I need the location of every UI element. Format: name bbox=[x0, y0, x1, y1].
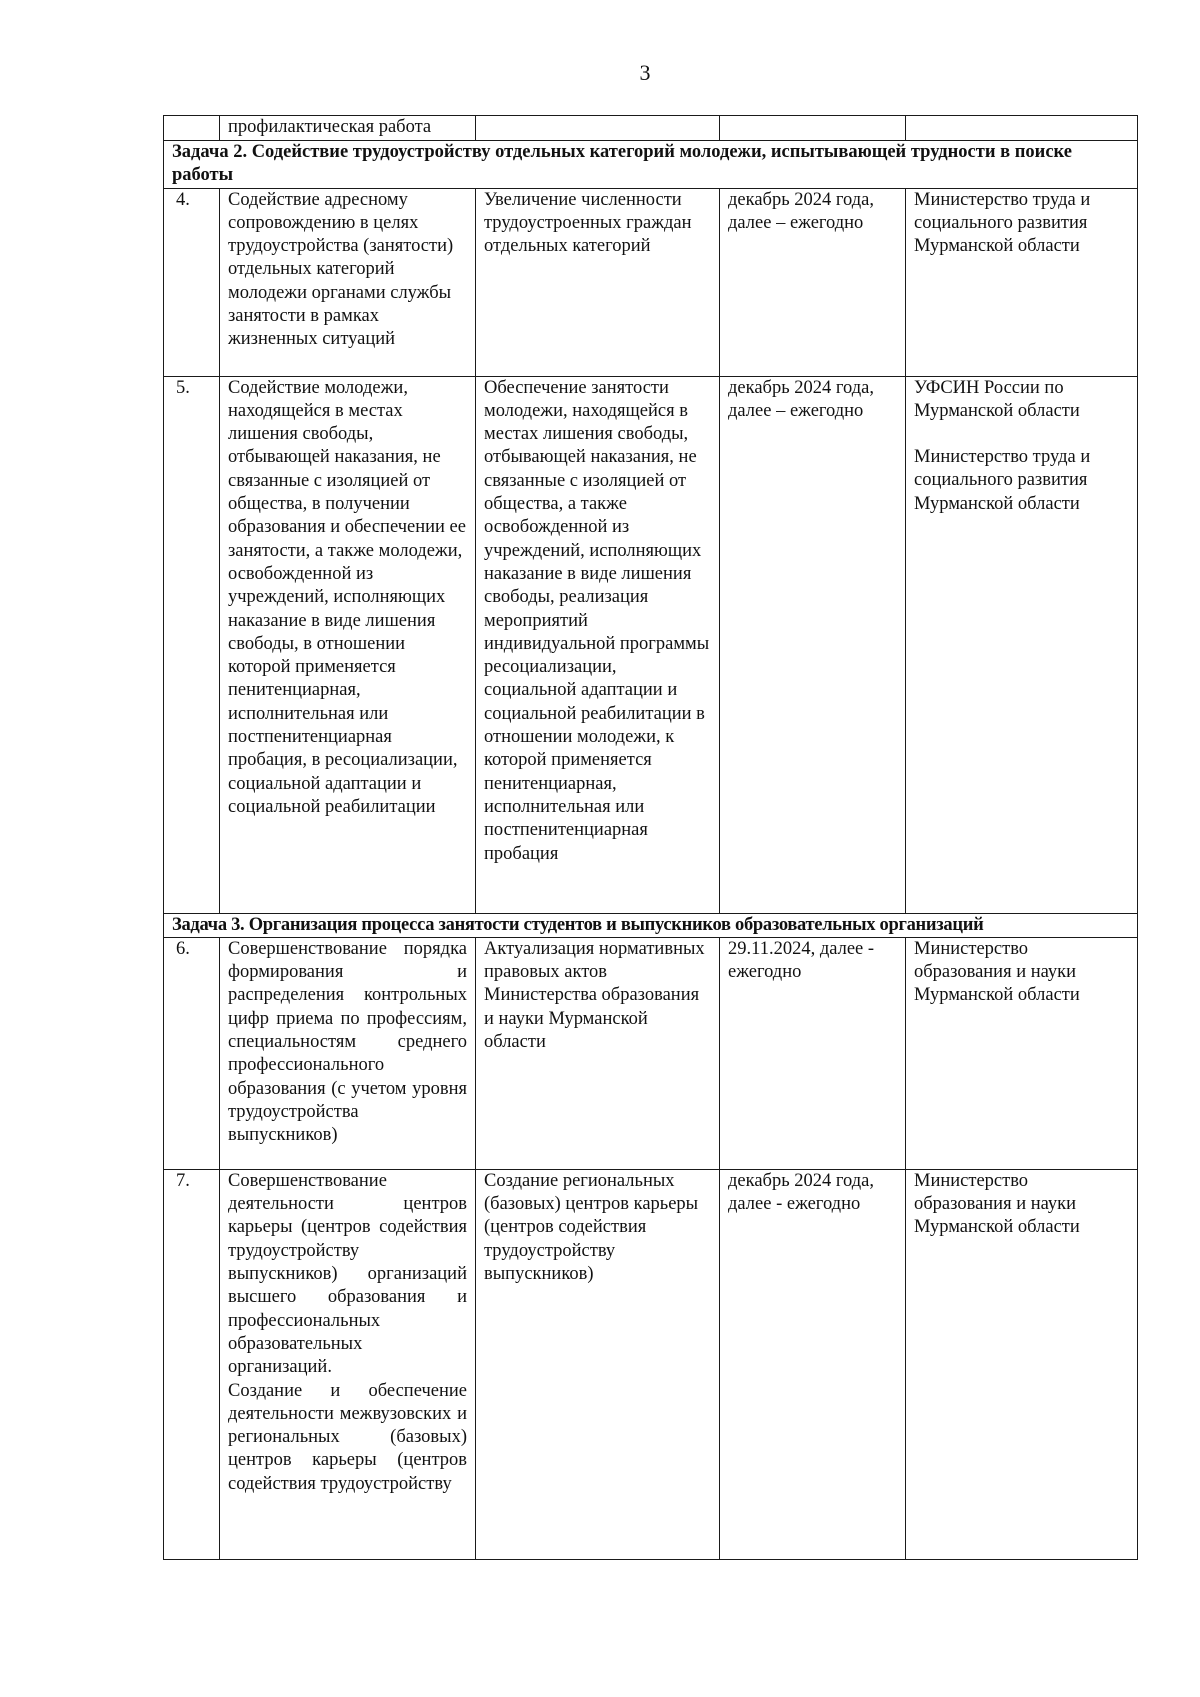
result-cell: Увеличение численности трудоустроенных граждан отдельных категорий bbox=[476, 188, 720, 376]
deadline-cell: декабрь 2024 года, далее - ежегодно bbox=[720, 1169, 906, 1559]
spacer bbox=[914, 423, 1129, 446]
activity-cell: Совершенствование порядка формирования и распределения контрольных цифр приема по профессиям, специальностям среднего профессионального образования (с учетом уровня трудоустройства выпускников) bbox=[220, 937, 476, 1169]
responsible-cell: Министерство образования и науки Мурманской области bbox=[906, 1169, 1138, 1559]
responsible-cell: Министерство труда и социального развития Мурманской области bbox=[906, 188, 1138, 376]
responsible-ministry: Министерство труда и социального развития Мурманской области bbox=[914, 447, 1091, 514]
row-number: 6. bbox=[164, 937, 220, 1169]
deadline-cell bbox=[720, 116, 906, 141]
deadline-cell: декабрь 2024 года, далее – ежегодно bbox=[720, 376, 906, 913]
activity-cell: Содействие адресному сопровождению в целях трудоустройства (занятости) отдельных категорий молодежи органами службы занятости в рамках жизненных ситуаций bbox=[220, 188, 476, 376]
result-cell: Актуализация нормативных правовых актов Министерства образования и науки Мурманской области bbox=[476, 937, 720, 1169]
activity-cell: профилактическая работа bbox=[220, 116, 476, 141]
activity-cell: Содействие молодежи, находящейся в местах лишения свободы, отбывающей наказания, не связанные с изоляцией от общества, в получении образования и обеспечении ее занятости, а также молодежи, освобожденной из учреждений, исполняющих наказание в виде лишения свободы, в отношении которой применяется пенитенциарная, исполнительная или постпенитенциарная пробация, в ресоциализации, социальной адаптации и социальной реабилитации bbox=[220, 376, 476, 913]
table-row bbox=[164, 188, 1138, 376]
table-row bbox=[164, 937, 1138, 1169]
responsible-cell: Министерство образования и науки Мурманской области bbox=[906, 937, 1138, 1169]
result-cell: Создание региональных (базовых) центров карьеры (центров содействия трудоустройству выпускников) bbox=[476, 1169, 720, 1559]
responsible-cell bbox=[906, 376, 1138, 913]
responsible-ufsin: УФСИН России по Мурманской области bbox=[914, 377, 1080, 421]
table-row-continuation bbox=[164, 116, 1138, 141]
responsible-cell bbox=[906, 116, 1138, 141]
result-cell: Обеспечение занятости молодежи, находящейся в местах лишения свободы, отбывающей наказания, не связанные с изоляцией от общества, а также освобожденной из учреждений, исполняющих наказание в виде лишения свободы, реализация мероприятий индивидуальной программы ресоциализации, социальной адаптации и социальной реабилитации в отношении молодежи, к которой применяется пенитенциарная, исполнительная или постпенитенциарная пробация bbox=[476, 376, 720, 913]
result-cell bbox=[476, 116, 720, 141]
table-row bbox=[164, 376, 1138, 913]
row-number: 4. bbox=[164, 188, 220, 376]
row-number: 7. bbox=[164, 1169, 220, 1559]
task-header-row bbox=[164, 913, 1138, 937]
task-header-row bbox=[164, 141, 1138, 189]
task-3-title: Задача 3. Организация процесса занятости студентов и выпускников образовательных организаций bbox=[164, 913, 1138, 937]
task-2-title: Задача 2. Содействие трудоустройству отдельных категорий молодежи, испытывающей трудности в поиске работы bbox=[164, 141, 1138, 189]
measures-table bbox=[163, 115, 1138, 1560]
num-cell bbox=[164, 116, 220, 141]
deadline-cell: 29.11.2024, далее - ежегодно bbox=[720, 937, 906, 1169]
deadline-cell: декабрь 2024 года, далее – ежегодно bbox=[720, 188, 906, 376]
activity-part-1: Совершенствование деятельности центров карьеры (центров содействия трудоустройству выпускников) организаций высшего образования и профессиональных образовательных организаций. bbox=[228, 1170, 467, 1378]
page-number: 3 bbox=[639, 60, 651, 85]
table-row bbox=[164, 1169, 1138, 1559]
activity-cell bbox=[220, 1169, 476, 1559]
activity-part-2: Создание и обеспечение деятельности межвузовских и региональных (базовых) центров карьеры (центров содействия трудоустройству bbox=[228, 1380, 467, 1494]
row-number: 5. bbox=[164, 376, 220, 913]
